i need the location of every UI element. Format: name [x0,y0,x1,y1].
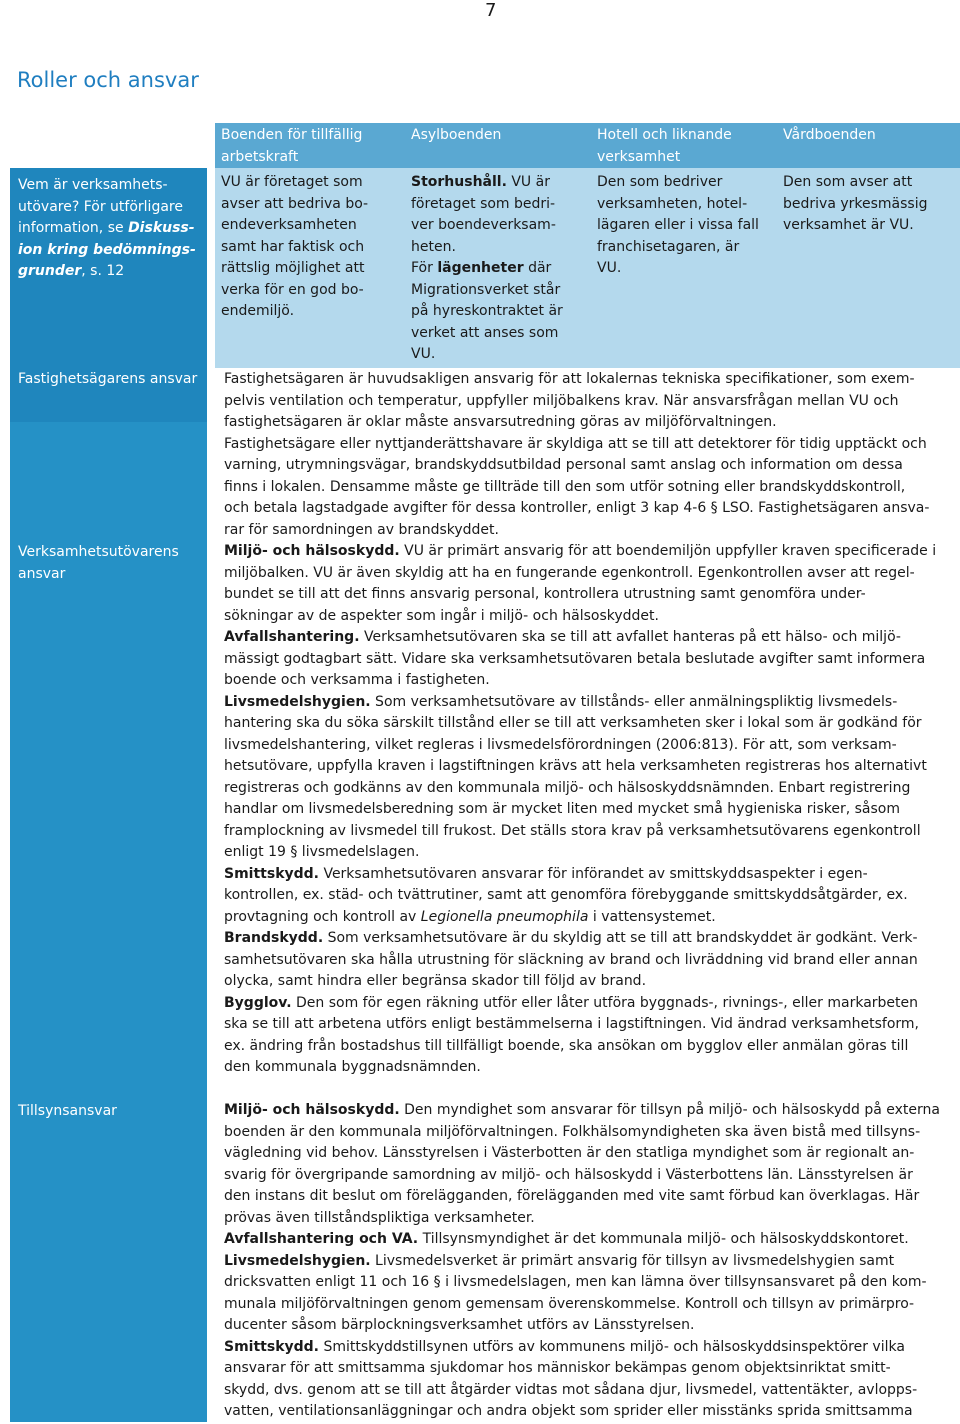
cell-line: verka för en god bo- [221,281,364,298]
text-line: fastighetsägaren är oklar måste ansvarsutredning göras av miljöförvaltningen. [224,414,777,430]
cell-line: verket att anses som [411,324,559,341]
text-line [224,1251,944,1273]
cell-line: avser att bedriva bo- [221,195,369,212]
text-line: kontrollen, ex. städ- och tvättrutiner, samt att genomföra förebyggande smittskyddsåtgärder, ex. [224,887,908,903]
cell-line: endemiljö. [221,303,295,319]
text-run: Livsmedelsverket är primärt ansvarig för tillsyn av livsmedelshygien samt [370,1252,895,1269]
cell-line: Den som avser att [783,174,913,190]
header-line: Asylboenden [411,127,502,143]
text-line: dricksvatten enligt 11 och 16 § i livsmedelslagen, men kan lämna över tillsynsansvaret på den kom- [224,1274,927,1290]
text-line: ansvarar för att smittsamma sjukdomar hos människor bekämpas genom objektsinriktat smitt- [224,1360,891,1376]
header-line: Boenden för tillfällig [221,127,363,143]
text-run: Tillsynsmyndighet är det kommunala miljö- och hälsoskyddskontoret. [418,1231,909,1247]
cell-line [411,172,585,194]
cell-line [411,258,585,280]
text-line: finns i lokalen. Densamme måste ge tillträde till den som utför sotning eller brandskyddskontroll, [224,478,906,495]
cell-asylboenden [405,168,591,368]
text-line: ska se till att arbetena utförs enligt bestämmelserna i lagstiftningen. Vid ändrad verksamhetsform, [224,1016,919,1032]
header-vardboenden [777,123,960,168]
label-line: Vem är verksamhets- [18,177,168,193]
text-line [224,1229,944,1251]
section-heading-miljo: Miljö- och hälsoskydd. [224,1102,400,1118]
tillsynsansvar-text [224,1100,944,1423]
header-line: Hotell och liknande [597,127,732,143]
cell-line: verksamhet är VU. [783,217,914,233]
text-line: bundet se till att det finns ansvarig personal, kontrollera utrustning samt genomföra under- [224,586,866,602]
cell-hotell-och-liknande-verksamhet [591,168,777,368]
header-line: Vårdboenden [783,127,876,143]
text-run: Som verksamhetsutövare är du skyldig att se till att brandskyddet är godkänt. Verk- [323,930,918,946]
cell-line: franchisetagaren, är [597,238,740,255]
text-line [224,541,944,563]
text-line: handlar om livsmedelsberedning som är mycket liten med mycket små hygieniska risker, såsom [224,801,900,817]
section-heading-brandskydd: Brandskydd. [224,930,324,946]
text-line: boende och verksamma i fastigheten. [224,672,490,688]
text-line: varning, utrymningsvägar, brandskyddsutbildad personal samt anslag och information om dessa [224,457,903,473]
label-link-emph[interactable]: grunder [18,263,82,279]
text-run: Verksamhetsutövaren ansvarar för införandet av smittskyddsaspekter i egen- [319,865,868,882]
text-run: provtagning och kontroll av [224,908,421,925]
text-run: Den myndighet som ansvarar för tillsyn på miljö- och hälsoskydd på externa [399,1102,940,1118]
text-line: registreras och godkänns av den kommunala miljö- och hälsoskyddsnämnden. Enbart registrering [224,779,911,796]
text-run: Smittskyddstillsynen utförs av kommunens miljö- och hälsoskyddsinspektörer vilka [319,1338,905,1355]
cell-text: För [411,260,438,276]
cell-line: heten. [411,238,456,255]
text-line: boenden är den kommunala miljöförvaltningen. Folkhälsomyndigheten ska även bistå med tillsyns- [224,1123,921,1140]
label-line: Verksamhetsutövarens [18,544,179,560]
cell-line: VU. [597,260,622,276]
text-run: i vattensystemet. [588,908,716,925]
text-line [224,627,944,649]
label-line: ansvar [18,565,66,582]
header-line: verksamhet [597,148,681,165]
label-text: , s. 12 [81,263,125,279]
text-line: den instans dit beslut om förelägganden, förelägganden med vite samt förbud kan överklagas. Här [224,1188,920,1204]
text-line: vägledning vid behov. Länsstyrelsen i Västerbotten är den statliga myndighet som är regionalt an- [224,1145,915,1161]
section-heading-avfall: Avfallshantering och VA. [224,1231,419,1247]
text-line [224,692,944,714]
header-hotell-och-liknande-verksamhet [591,123,777,168]
text-line [224,1100,944,1122]
text-line: ducenter såsom bärplockningsverksamhet utförs av Länsstyrelsen. [224,1317,695,1333]
section-heading-avfall: Avfallshantering. [224,629,360,645]
cell-line: Den som bedriver [597,174,723,190]
section-heading-livsmedel: Livsmedelshygien. [224,1252,371,1269]
cell-line: lägaren eller i vissa fall [597,217,759,233]
section-heading-smittskydd: Smittskydd. [224,1338,319,1355]
cell-line: ver boendeverksam- [411,217,556,233]
text-line: enligt 19 § livsmedelslagen. [224,844,420,860]
text-line: vatten, ventilationsanläggningar och andra objekt som sprider eller misstänks sprida smittsamma [224,1403,913,1419]
cell-text: där [523,260,552,276]
text-line: rar för samordningen av brandskyddet. [224,521,499,538]
cell-bold: Storhushåll. [411,174,507,190]
cell-line: verksamheten, hotel- [597,195,748,212]
text-line: samhetsutövaren ska hålla utrustning för släckning av brand och livräddning vid brand eller annan [224,951,918,968]
cell-text: VU är [506,174,550,190]
cell-line: VU. [411,346,436,362]
label-vem-ar-verksamhetsutovare [18,175,203,283]
cell-line: Migrationsverket står [411,281,561,298]
text-run: Som verksamhetsutövare av tillstånds- eller anmälningspliktig livsmedels- [370,693,898,710]
cell-line: bedriva yrkesmässig [783,195,928,212]
label-verksamhetsutovarens-ansvar [18,542,203,585]
text-line: sökningar av de aspekter som ingår i miljö- och hälsoskyddet. [224,607,659,624]
cell-line: företaget som bedri- [411,195,556,212]
text-line: hantering ska du söka särskilt tillstånd eller se till att verksamheten sker i lokal som är godkänd för [224,715,922,731]
text-line [224,928,944,950]
text-line: hetsutövare, uppfylla kraven i lagstiftningen krävs att hela verksamheten registreras hos alternativt [224,758,927,774]
label-tillsynsansvar: Tillsynsansvar [18,1103,117,1119]
table-header-row [215,123,960,168]
text-italic: Legionella pneumophila [420,908,589,925]
section-heading-miljo: Miljö- och hälsoskydd. [224,543,400,559]
page-number: 7 [485,0,497,21]
cell-line: rättslig möjlighet att [221,260,365,276]
text-line: prövas även tillståndspliktiga verksamheter. [224,1209,535,1226]
verksamhetsutovarens-ansvar-text [224,541,944,1079]
text-line: mässigt godtagbart sätt. Vidare ska verksamhetsutövaren betala beslutade avgifter samt informera [224,650,926,667]
label-fastighetsagarens-ansvar: Fastighetsägarens ansvar [18,371,198,387]
label-link-emph[interactable]: Diskuss- [128,220,195,236]
text-line: framplockning av livsmedel till frukost. Det ställs stora krav på verksamhetsutövarens egenkontroll [224,822,921,839]
cell-vardboenden [777,168,960,368]
text-line [224,907,944,929]
section-heading-smittskydd: Smittskydd. [224,865,319,882]
text-line [224,993,944,1015]
label-line [18,240,203,262]
cell-line: samt har faktisk och [221,238,365,255]
page-title: Roller och ansvar [17,68,199,92]
text-line: den kommunala byggnadsnämnden. [224,1059,481,1075]
text-line [224,864,944,886]
label-text: utövare? För utförligare [18,198,183,215]
cell-line: endeverksamheten [221,217,357,233]
cell-line: VU är företaget som [221,174,363,190]
text-run: VU är primärt ansvarig för att boendemiljön uppfyller kraven specificerade i [399,543,937,559]
text-line: ex. ändring från bostadshus till tillfälligt boende, ska ansökan om bygglov eller anmälan göras till [224,1037,909,1054]
text-run: Den som för egen räkning utför eller låter utföra byggnads-, rivnings-, eller markarbeten [291,994,919,1011]
label-text: information, se [18,220,124,236]
header-line: arbetskraft [221,148,299,165]
text-line: olycka, samt hindra eller begränsa skador till följd av brand. [224,973,647,989]
text-line: skydd, dvs. genom att se till att åtgärder vidtas mot sådana djur, livsmedel, vattentäkter, avlopps- [224,1381,918,1398]
text-run: Verksamhetsutövaren ska se till att avfallet hanteras på ett hälso- och miljö- [359,629,901,645]
text-line: pelvis ventilation och temperatur, uppfyller miljöbalkens krav. När ansvarsfrågan mellan VU och [224,392,899,409]
header-boenden-for-tillfallig-arbetskraft [215,123,401,168]
header-asylboenden [405,123,591,168]
label-line [18,261,203,283]
text-line: Fastighetsägare eller nyttjanderättshavare är skyldiga att se till att detektorer för tidig upptäckt och [224,435,927,452]
text-line: och betala lagstadgade avgifter för dessa kontroller, enligt 3 kap 4-6 § LSO. Fastighetsägaren ansva- [224,500,930,516]
cell-bold: lägenheter [437,260,524,276]
label-link-emph[interactable]: ion kring bedömnings- [18,241,196,258]
text-line: livsmedelshantering, vilket regleras i livsmedelsförordningen (2006:813). För att, som verksam- [224,736,897,753]
text-line: miljöbalken. VU är även skyldig att ha en fungerande egenkontroll. Egenkontrollen avser att regel- [224,564,915,581]
text-line: Fastighetsägaren är huvudsakligen ansvarig för att lokalernas tekniska specifikationer, som exem- [224,371,915,387]
section-heading-bygglov: Bygglov. [224,994,292,1011]
section-heading-livsmedel: Livsmedelshygien. [224,693,371,710]
label-line [18,197,203,240]
cell-boenden-for-tillfallig-arbetskraft [215,168,405,368]
text-line: svarig för övergripande samordning av miljö- och hälsoskydd i Västerbottens län. Länsstyrelsen är [224,1166,913,1183]
cell-line: på hyreskontraktet är [411,303,563,319]
fastighetsagarens-ansvar-text [224,369,944,541]
text-line [224,1337,944,1359]
text-line: munala miljöförvaltningen genom gemensam överenskommelse. Kontroll och tillsyn av primärpro- [224,1295,915,1312]
